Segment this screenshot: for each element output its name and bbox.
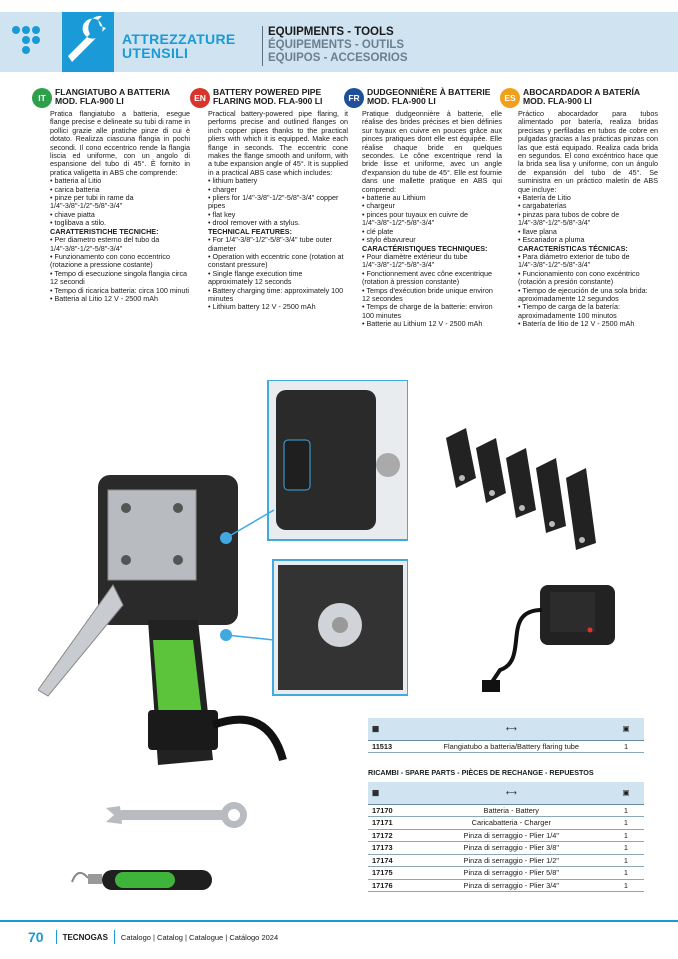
column-it [32, 88, 190, 303]
tech-it: • Per diametro esterno del tubo da 1/4"-3/8"-1/2"-5/8"-3/4" • Funzionamento con cono eccentrico (rotazione a pressione costante) • Tempo di esecuzione singola flangia circa 12 secondi • Tempo di ricarica batteria: circa 100 minuti • Batteria al Litio 12 V - 2500 mAh [50, 236, 190, 303]
brand-name: TECNOGAS [62, 932, 108, 942]
footer [28, 928, 278, 946]
intro-es: Práctico abocardador para tubos alimentado por batería, realiza bridas precisas y perfiladas en tubos de cobre en pulgadas gracias a las prácticas pinzas con las que está equipado. Realiza cada brida en segundos. El cono excéntrico hace que la brida sea lisa y uniforme, con un ángulo de expansión del tubo de 45°. Se suministra en un práctico maletín de ABS que incluye: [518, 109, 658, 194]
flaring-tool-photo [38, 380, 408, 780]
tech-title-en: TECHNICAL FEATURES: [208, 226, 292, 236]
category-fr: ÉQUIPEMENTS - OUTILS [268, 39, 405, 51]
category-translations [268, 26, 408, 65]
table-row: 11513 Flangiatubo a batteria/Battery flaring tube 1 [368, 740, 644, 753]
category-title: ATTREZZATURE UTENSILI [122, 31, 236, 61]
column-fr [344, 88, 502, 329]
table-row: 17173 Pinza di serraggio - Plier 3/8" 1 [368, 842, 644, 855]
header-separator [262, 26, 263, 66]
pliers-set-photo [436, 418, 606, 563]
product-title-es: ABOCARDADOR A BATERÍA MOD. FLA-900 LI [523, 87, 640, 106]
code-icon: ▦ [372, 788, 379, 798]
tech-title-it: CARATTERISTICHE TECNICHE: [50, 226, 159, 236]
table-row: 17175 Pinza di serraggio - Plier 5/8" 1 [368, 867, 644, 880]
table-header [368, 782, 644, 804]
items-fr: • batterie au Lithium • chargeur • pinces pour tuyaux en cuivre de 1/4"-3/8"-1/2"-5/8"-3/4" • clé plate • stylo ébavureur [362, 194, 502, 244]
spare-parts-table [368, 782, 644, 892]
tech-fr: • Pour diamètre extérieur du tube 1/4"-3/8"-1/2"-5/8"-3/4" • Fonctionnement avec cône excentrique (rotation à pression constante) • Temps d'exécution bride unique environ 12 secondes • Temps de charge de la batterie: environ 100 minutes • Batterie au Lithium 12 V - 2500 mAh [362, 253, 502, 329]
intro-it: Pratica flangiatubo a batteria, esegue flange precise e delineate su tubi di rame in pollici grazie alle pratiche pinze di cui è dotato. Realizza ciascuna flangia in pochi secondi. Il cono eccentrico rende la flangia liscia ed uniforme, con un angolo di espansione del tubo di 45°. È fornito in pratica valigetta in ABS che comprende: [50, 109, 190, 177]
product-title-en: BATTERY POWERED PIPE FLARING MOD. FLA-900 LI [213, 87, 323, 106]
spare-parts-title: RICAMBI - SPARE PARTS - PIÈCES DE RECHANGE - REPUESTOS [368, 768, 594, 777]
lang-badge-fr: FR [344, 88, 364, 108]
category-es: EQUIPOS - ACCESORIOS [268, 52, 408, 64]
wrench-icon [62, 12, 114, 72]
code-icon: ▦ [372, 724, 379, 734]
intro-fr: Pratique dudgeonnière à batterie, elle réalise des brides précises et bien définies sur tuyaux en cuivre en pouces grâce aux pinces pratiques dont elle est équipée. Elle réalise chaque bride en quelques secondes. Le cône excentrique rend la bride lisse et uniforme, avec un angle d'expansion du tube de 45°. Elle est fournie dans une mallette pratique en ABS qui comprend: [362, 109, 502, 194]
product-title-it: FLANGIATUBO A BATTERIA MOD. FLA-900 LI [55, 87, 170, 106]
intro-en: Practical battery-powered pipe flaring, it performs precise and outlined flanges on inch copper pipes thanks to the practical pliers with which it is equipped. Make each flange in seconds. The eccentric cone makes the flange smooth and uniform, with a tube expansion angle of 45°. It is supplied in a practical ABS case which includes: [208, 109, 348, 177]
table-row: 17176 Pinza di serraggio - Plier 3/4" 1 [368, 879, 644, 892]
table-header [368, 718, 644, 740]
table-row: 17171 Caricabatteria - Charger 1 [368, 817, 644, 830]
ruler-icon: ⟷ [505, 724, 517, 734]
items-it: • batteria al Litio • carica batteria • pinze per tubi in rame da 1/4"-3/8"-1/2"-5/8"-3/4" • chiave piatta • toglibava a stilo. [50, 177, 190, 227]
tech-en: • For 1/4"-3/8"-1/2"-5/8"-3/4" tube outer diameter • Operation with eccentric cone (rotation at constant pressure) • Single flange execution time approximately 12 seconds • Battery charging time: approximately 100 minutes • Lithium battery 12 V - 2500 mAh [208, 236, 348, 312]
lang-badge-it: IT [32, 88, 52, 108]
catalog-label: Catalogo | Catalog | Catalogue | Catálogo 2024 [120, 932, 279, 942]
flat-key-photo [104, 800, 254, 830]
tech-title-es: CARACTERÍSTICAS TÉCNICAS: [518, 243, 628, 253]
column-es [500, 88, 658, 329]
charger-photo [480, 570, 625, 700]
footer-separator [114, 930, 115, 944]
product-title-fr: DUDGEONNIÈRE À BATTERIE MOD. FLA-900 LI [367, 87, 491, 106]
items-es: • Batería de Litio • cargabaterías • pinzas para tubos de cobre de 1/4"-3/8"-1/2"-5/8"-3/4" • llave plana • Escariador a pluma [518, 194, 658, 244]
box-icon: ▣ [622, 788, 630, 798]
logo-dots-icon [12, 26, 52, 60]
items-en: • lithium battery • charger • pliers for 1/4"-3/8"-1/2"-5/8"-3/4" copper pipes • flat key • drool remover with a stylus. [208, 177, 348, 227]
tech-title-fr: CARACTÉRISTIQUES TECHNIQUES: [362, 243, 488, 253]
ruler-icon: ⟷ [505, 788, 517, 798]
main-product-table [368, 718, 644, 753]
footer-separator [56, 930, 57, 944]
lang-badge-en: EN [190, 88, 210, 108]
table-row: 17172 Pinza di serraggio - Plier 1/4" 1 [368, 829, 644, 842]
tech-es: • Para diámetro exterior de tubo de 1/4"-3/8"-1/2"-5/8"-3/4" • Funcionamiento con cono excéntrico (rotación a presión constante) • Tiempo de ejecución de una sola brida: aproximadamente 12 segundos • Tiempo de carga de la batería: aproximadamente 100 minutos • Batería de litio de 12 V - 2500 mAh [518, 253, 658, 329]
table-row: 17174 Pinza di serraggio - Plier 1/2" 1 [368, 854, 644, 867]
column-en [190, 88, 348, 312]
deburring-tool-photo [70, 862, 218, 896]
table-row: 17170 Batteria - Battery 1 [368, 804, 644, 817]
page-number: 70 [28, 929, 44, 945]
box-icon: ▣ [622, 724, 630, 734]
footer-line [0, 920, 678, 922]
category-en: EQUIPMENTS - TOOLS [268, 26, 394, 38]
lang-badge-es: ES [500, 88, 520, 108]
